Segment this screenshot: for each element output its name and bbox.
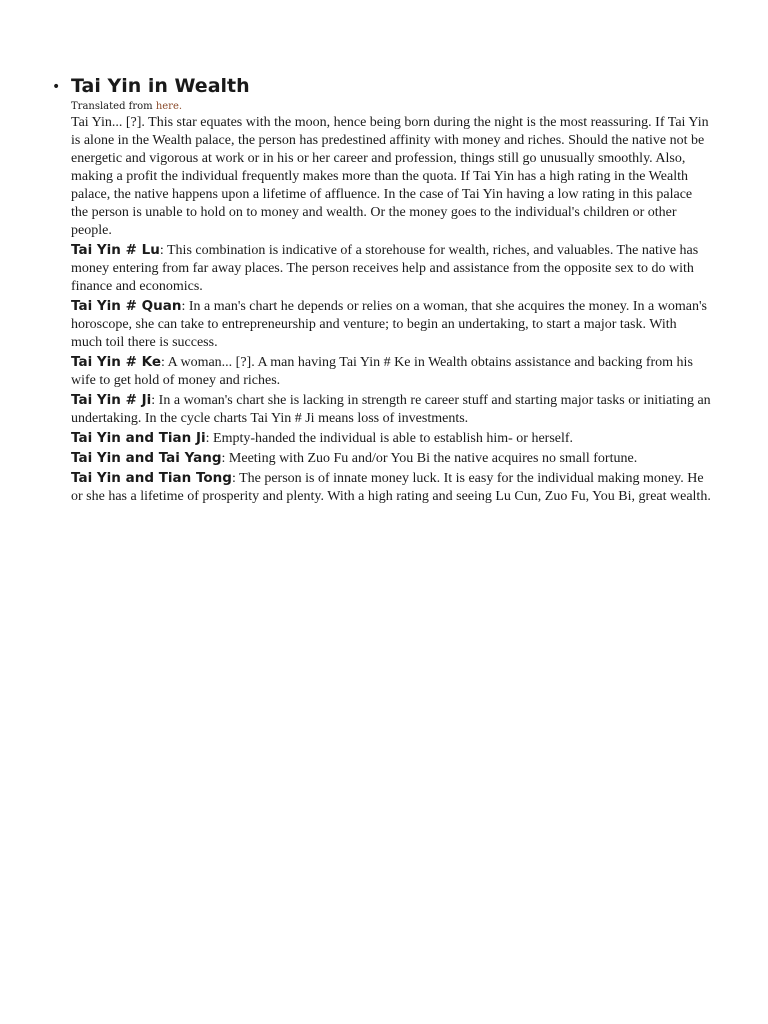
entry-lead: Tai Yin # Lu (71, 242, 160, 258)
entry-quan (71, 297, 711, 352)
entry-tai-yang (71, 449, 711, 468)
entry-text: : Empty-handed the individual is able to establish him- or herself. (205, 431, 574, 446)
entry-lead: Tai Yin and Tian Ji (71, 430, 206, 446)
entry-lead: Tai Yin # Ji (71, 392, 152, 408)
section-title: Tai Yin in Wealth (71, 75, 250, 97)
translation-credit (71, 100, 711, 113)
entry-lead: Tai Yin and Tai Yang (71, 450, 222, 466)
entry-ji (71, 391, 711, 428)
entry-lead: Tai Yin # Quan (71, 298, 182, 314)
entry-ke (71, 353, 711, 390)
entry-lu (71, 241, 711, 296)
entry-lead: Tai Yin # Ke (71, 354, 162, 370)
intro-paragraph: Tai Yin... [?]. This star equates with the moon, hence being born during the night is the most reassuring. If Tai Yin is alone in the Wealth palace, the person has predestined affinity with money and riches. Should the native not be energetic and vigorous at work or in his or her career and profession, things still go unusually smoothly. Also, making a profit the individual frequently makes more than the quota. If Tai Yin has a high rating in the Wealth palace, the native happens upon a lifetime of affluence. In the case of Tai Yin having a low rating in this palace the person is unable to hold on to money and wealth. Or the money goes to the individual's children or other people. (71, 115, 709, 238)
entry-tian-tong (71, 469, 711, 506)
entry-text: : A woman... [?]. A man having Tai Yin # Ke in Wealth obtains assistance and backing from his wife to get hold of money and riches. (71, 355, 693, 388)
list-bullet: • (52, 79, 61, 95)
entry-text: : This combination is indicative of a storehouse for wealth, riches, and valuables. The native has money entering from far away places. The person receives help and assistance from the opposite sex to do with finance and economics. (71, 243, 699, 294)
entry-lead: Tai Yin and Tian Tong (71, 470, 232, 486)
entry-text: : In a woman's chart she is lacking in strength re career stuff and starting major tasks or initiating an undertaking. In the cycle charts Tai Yin # Ji means loss of investments. (71, 393, 711, 426)
source-link[interactable]: here. (155, 101, 183, 112)
entry-text: : Meeting with Zuo Fu and/or You Bi the native acquires no small fortune. (221, 451, 638, 466)
entry-text: : The person is of innate money luck. It is easy for the individual making money. He or she has a lifetime of prosperity and plenty. With a high rating and seeing Lu Cun, Zuo Fu, You Bi, great wealth. (71, 471, 711, 504)
credit-prefix: Translated from (71, 101, 156, 112)
entry-tian-ji (71, 429, 711, 448)
entry-text: : In a man's chart he depends or relies on a woman, that she acquires the money. In a woman's horoscope, she can take to entrepreneurship and venture; to begin an undertaking, to start a major task. With much toil there is success. (71, 299, 707, 350)
wealth-section (71, 74, 711, 507)
